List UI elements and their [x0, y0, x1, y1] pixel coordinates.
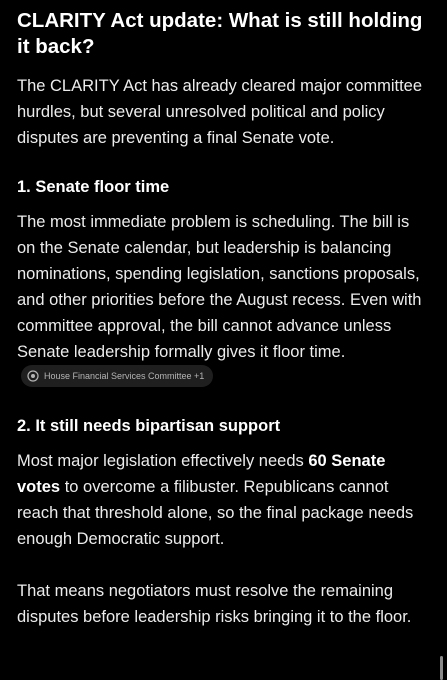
section-paragraph-negotiators: That means negotiators must resolve the remaining disputes before leadership risks bringing it to the floor. — [17, 582, 412, 626]
section-heading-bipartisan-support: 2. It still needs bipartisan support — [17, 417, 281, 435]
source-chip-label: House Financial Services Committee +1 — [44, 371, 205, 381]
emphasis-60-senate-votes: 60 Senate votes — [17, 452, 386, 496]
intro-paragraph: The CLARITY Act has already cleared major committee hurdles, but several unresolved political and policy disputes are preventing a final Senate vote. — [17, 77, 423, 147]
article-content — [17, 8, 432, 630]
source-citation-chip[interactable] — [21, 365, 213, 387]
scrollbar[interactable] — [440, 656, 443, 680]
section-paragraph-senate-floor-time — [17, 209, 432, 392]
source-icon — [27, 370, 39, 382]
section-heading-senate-floor-time: 1. Senate floor time — [17, 178, 170, 196]
section-paragraph-bipartisan-support — [17, 448, 432, 552]
article-title: CLARITY Act update: What is still holding it back? — [17, 9, 423, 58]
section-body-text: The most immediate problem is scheduling. The bill is on the Senate calendar, but leadership is balancing nominations, spending legislation, sanctions proposals, and other priorities before the August recess. Even with committee approval, the bill cannot advance unless Senate leadership formally gives it floor time. — [17, 213, 422, 361]
section-body-text-end: to overcome a filibuster. Republicans cannot reach that threshold alone, so the final package needs enough Democratic support. — [17, 478, 414, 548]
section-body-text-start: Most major legislation effectively needs — [17, 452, 309, 470]
